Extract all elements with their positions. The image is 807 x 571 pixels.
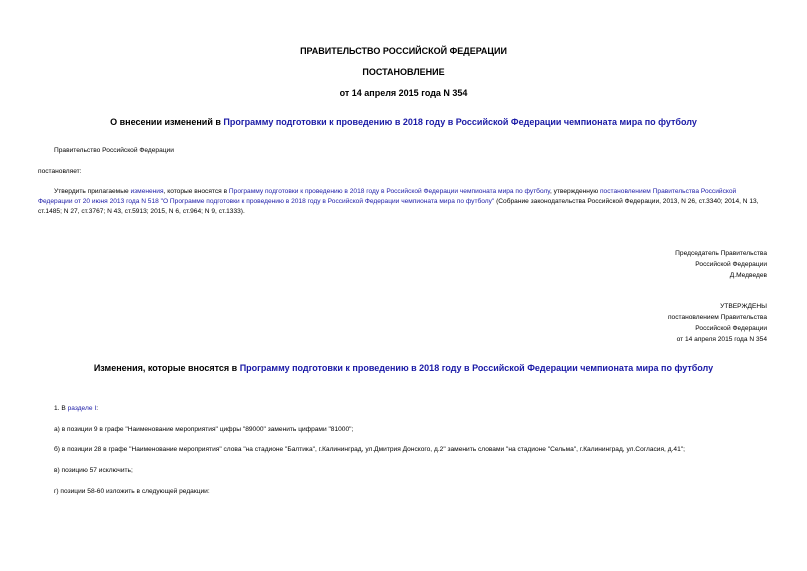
main-paragraph-text-4: (Собрание законодательства Российской Федерации, 2013, N 26, ст.3340; 2014, N 13, ст.1485; N 27, ст.3767; N 43, ст.5913; 2015, N 6, ст.964; N 9, ст.1333). [38, 198, 759, 215]
main-paragraph-text-1: Утвердить прилагаемые [54, 188, 131, 195]
program-link[interactable]: Программу подготовки к проведению в 2018 году в Российской Федерации чемпионата мира по футболу [223, 117, 697, 127]
item-b: б) в позиции 28 в графе "Наименование мероприятия" слова "на стадионе "Балтика", г.Калининград, ул.Дмитрия Донского, д.2" заменить словами "на стадионе "Сельма", г.Калининград, ул.Согласия, д.41"; [54, 446, 685, 453]
issuer-text: Правительство Российской Федерации [54, 147, 174, 154]
item-g: г) позиции 58-60 изложить в следующей редакции: [54, 488, 210, 495]
approval-line-date: от 14 апреля 2015 года N 354 [676, 336, 767, 343]
signature-block [675, 248, 767, 281]
approval-line-approved: УТВЕРЖДЕНЫ [720, 303, 767, 310]
document-date-number: от 14 апреля 2015 года N 354 [339, 88, 468, 98]
item-v: в) позицию 57 исключить; [54, 467, 133, 474]
approval-line-country: Российской Федерации [695, 325, 767, 332]
approval-block [668, 301, 767, 345]
main-paragraph-text-2: , которые вносятся в [163, 188, 229, 195]
document-title-prefix: О внесении изменений в [110, 117, 224, 127]
main-paragraph-text-3: , утвержденную [549, 188, 600, 195]
signature-line-country: Российской Федерации [695, 261, 767, 268]
section-1-link[interactable]: разделе I [67, 405, 97, 412]
changes-title [0, 363, 807, 373]
changes-program-link[interactable]: Программу подготовки к проведению в 2018 году в Российской Федерации чемпионата мира по футболу [239, 363, 714, 373]
document-type: ПОСТАНОВЛЕНИЕ [362, 67, 445, 77]
document-title [0, 117, 807, 127]
item-1 [54, 404, 98, 414]
main-paragraph [38, 187, 770, 217]
signature-line-name: Д.Медведев [729, 272, 767, 279]
program-link-inline[interactable]: Программу подготовки к проведению в 2018 году в Российской Федерации чемпионата мира по футболу [228, 188, 550, 195]
changes-title-prefix: Изменения, которые вносятся в [93, 363, 240, 373]
signature-line-position: Председатель Правительства [675, 250, 767, 257]
approval-line-by-resolution: постановлением Правительства [667, 314, 767, 321]
changes-link[interactable]: изменения [130, 188, 164, 195]
government-heading: ПРАВИТЕЛЬСТВО РОССИЙСКОЙ ФЕДЕРАЦИИ [300, 46, 507, 56]
resolution-518-link[interactable]: постановлением Правительства Российской Федерации от 20 июня 2013 года N 518 "О Программе подготовки к проведению в 2018 году в Российской Федерации чемпионата мира по футболу" [38, 188, 737, 205]
item-1-suffix: : [96, 405, 99, 412]
item-a: а) в позиции 9 в графе "Наименование мероприятия" цифры "89000" заменить цифрами "81000"; [54, 426, 354, 433]
item-1-prefix: 1. В [54, 405, 68, 412]
resolves-text: постановляет: [38, 168, 82, 175]
